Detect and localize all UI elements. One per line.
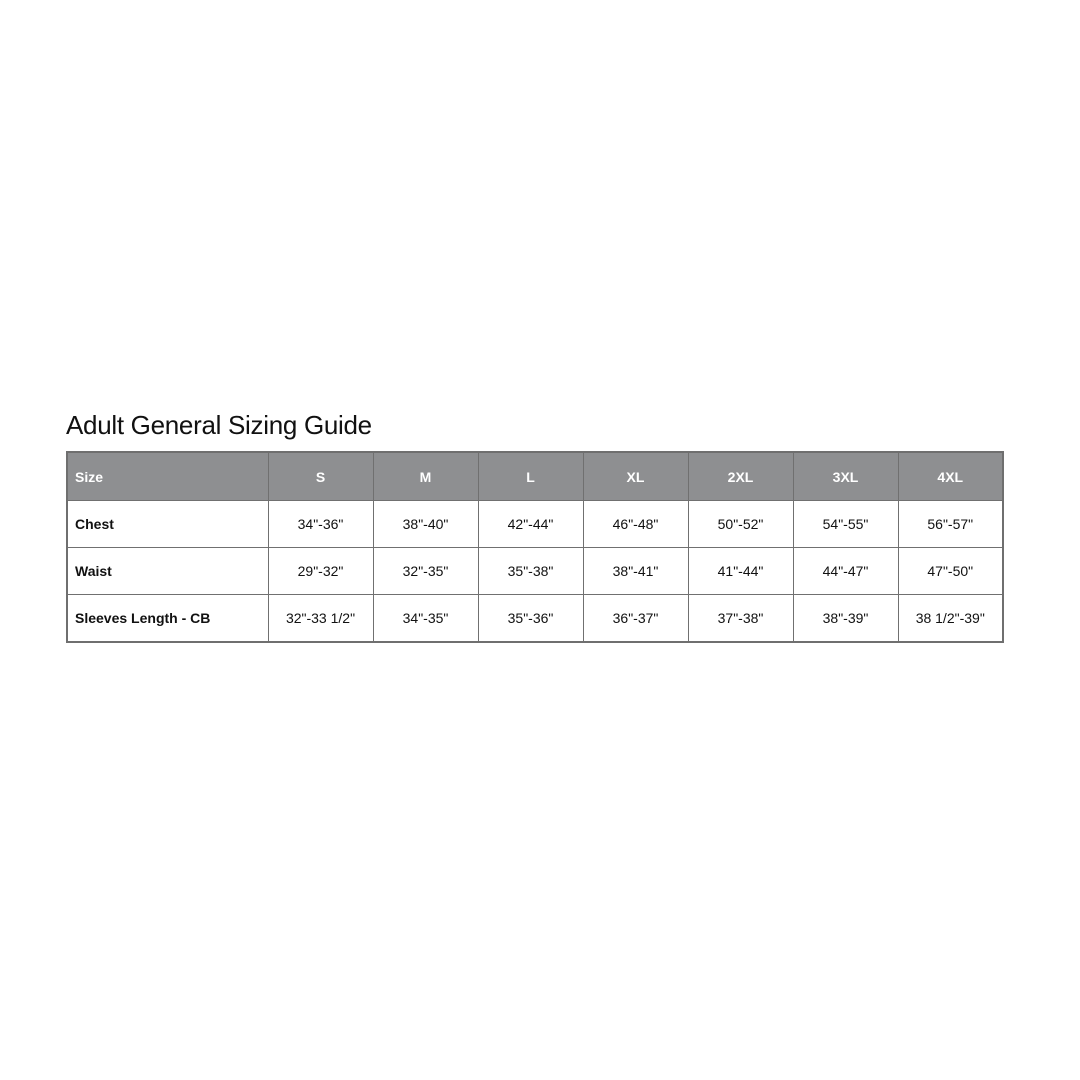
header-cell-xl: XL: [583, 452, 688, 501]
table-cell: 35"-38": [478, 548, 583, 595]
table-cell: 54"-55": [793, 501, 898, 548]
table-cell: 42"-44": [478, 501, 583, 548]
header-cell-s: S: [268, 452, 373, 501]
table-header-row: [67, 452, 1003, 501]
row-label-sleeves-length: Sleeves Length - CB: [67, 595, 268, 643]
table-cell: 38"-41": [583, 548, 688, 595]
table-cell: 35"-36": [478, 595, 583, 643]
table-row-sleeves-length: [67, 595, 1003, 643]
table-cell: 34"-36": [268, 501, 373, 548]
header-cell-l: L: [478, 452, 583, 501]
table-cell: 29"-32": [268, 548, 373, 595]
table-cell: 37"-38": [688, 595, 793, 643]
header-cell-size: Size: [67, 452, 268, 501]
table-cell: 41"-44": [688, 548, 793, 595]
table-row-waist: [67, 548, 1003, 595]
table-cell: 38"-40": [373, 501, 478, 548]
row-label-chest: Chest: [67, 501, 268, 548]
table-cell: 32"-33 1/2": [268, 595, 373, 643]
table-cell: 47"-50": [898, 548, 1003, 595]
table-cell: 38 1/2"-39": [898, 595, 1003, 643]
table-row-chest: [67, 501, 1003, 548]
table-cell: 44"-47": [793, 548, 898, 595]
table-cell: 34"-35": [373, 595, 478, 643]
table-cell: 36"-37": [583, 595, 688, 643]
sizing-guide: [66, 408, 1003, 643]
table-cell: 38"-39": [793, 595, 898, 643]
table-cell: 56"-57": [898, 501, 1003, 548]
table-cell: 46"-48": [583, 501, 688, 548]
page-title: Adult General Sizing Guide: [66, 410, 372, 440]
row-label-waist: Waist: [67, 548, 268, 595]
size-chart-table: [66, 451, 1004, 643]
header-cell-4xl: 4XL: [898, 452, 1003, 501]
header-cell-2xl: 2XL: [688, 452, 793, 501]
header-cell-m: M: [373, 452, 478, 501]
table-cell: 32"-35": [373, 548, 478, 595]
table-cell: 50"-52": [688, 501, 793, 548]
header-cell-3xl: 3XL: [793, 452, 898, 501]
